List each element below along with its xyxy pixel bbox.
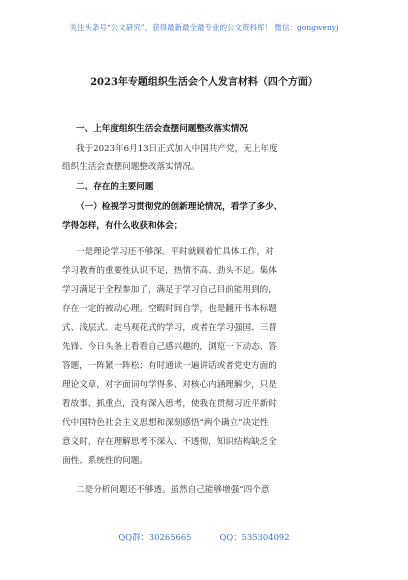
section-heading-2: 二、存在的主要问题 <box>76 182 154 192</box>
document-body <box>62 0 362 580</box>
subsection-heading-line: 学得怎样，有什么收获和体会； <box>62 221 183 231</box>
header-note: 关注头条号“公文研究”，获得最新最全最专业的公文资料库！ 微信：gongwenyj <box>69 23 339 32</box>
paragraph-line: 看故事、抓重点，没有深入思考，使我在贯彻习近平新时 <box>62 399 277 409</box>
paragraph-line: 面性、系统性的问题。 <box>62 456 148 466</box>
paragraph-line: 我于2023年6月13日正式加入中国共产党，无上年度 <box>76 144 278 154</box>
footer-qq: QQ：535304092 <box>219 532 290 542</box>
paragraph-line: 式、浅层式、走马观花式的学习，或者在学习强国、三晋 <box>62 323 277 333</box>
paragraph-line: 学习教育的重要性认识不足，热情不高、劲头不足。集体 <box>62 266 277 276</box>
paragraph-line: 答题，一阵紧一阵松；有时通读一遍讲话或者党史方面的 <box>62 361 277 371</box>
paragraph-line: 存在一定的被动心理。空暇时间自学，也是翻开书本标题 <box>62 304 277 314</box>
paragraph-line: 理论文章，对字面词句学得多、对核心内涵理解少，只是 <box>62 380 277 390</box>
footer-qq-group: QQ群：30265665 <box>118 532 192 542</box>
document-title: 2023年专题组织生活会个人发言材料（四个方面） <box>90 77 318 88</box>
section-heading-1: 一、上年度组织生活会查摆问题整改落实情况 <box>76 124 248 134</box>
paragraph-line: 学习满足于全程参加了，满足于学习自己目前能用到的， <box>62 285 277 295</box>
paragraph-line: 先锋、今日头条上看看自己感兴趣的，浏览一下动态、答 <box>62 342 277 352</box>
paragraph-line: 二是分析问题还不够透。虽然自己能够增强“四个意 <box>76 485 270 495</box>
subsection-heading-line: （一）检视学习贯彻党的创新理论情况，看学了多少、 <box>76 202 283 212</box>
paragraph-line: 代中国特色社会主义思想和深刻感悟“两个确立”决定性 <box>62 418 269 428</box>
footer-contact <box>0 531 408 543</box>
paragraph-line: 一是理论学习还不够深。平时就顾着忙具体工作，对 <box>76 247 274 257</box>
paragraph-line: 意义时，存在理解思考不深入、不透彻，知识结构缺乏全 <box>62 437 277 447</box>
paragraph-line: 组织生活会查摆问题整改落实情况。 <box>62 162 200 172</box>
